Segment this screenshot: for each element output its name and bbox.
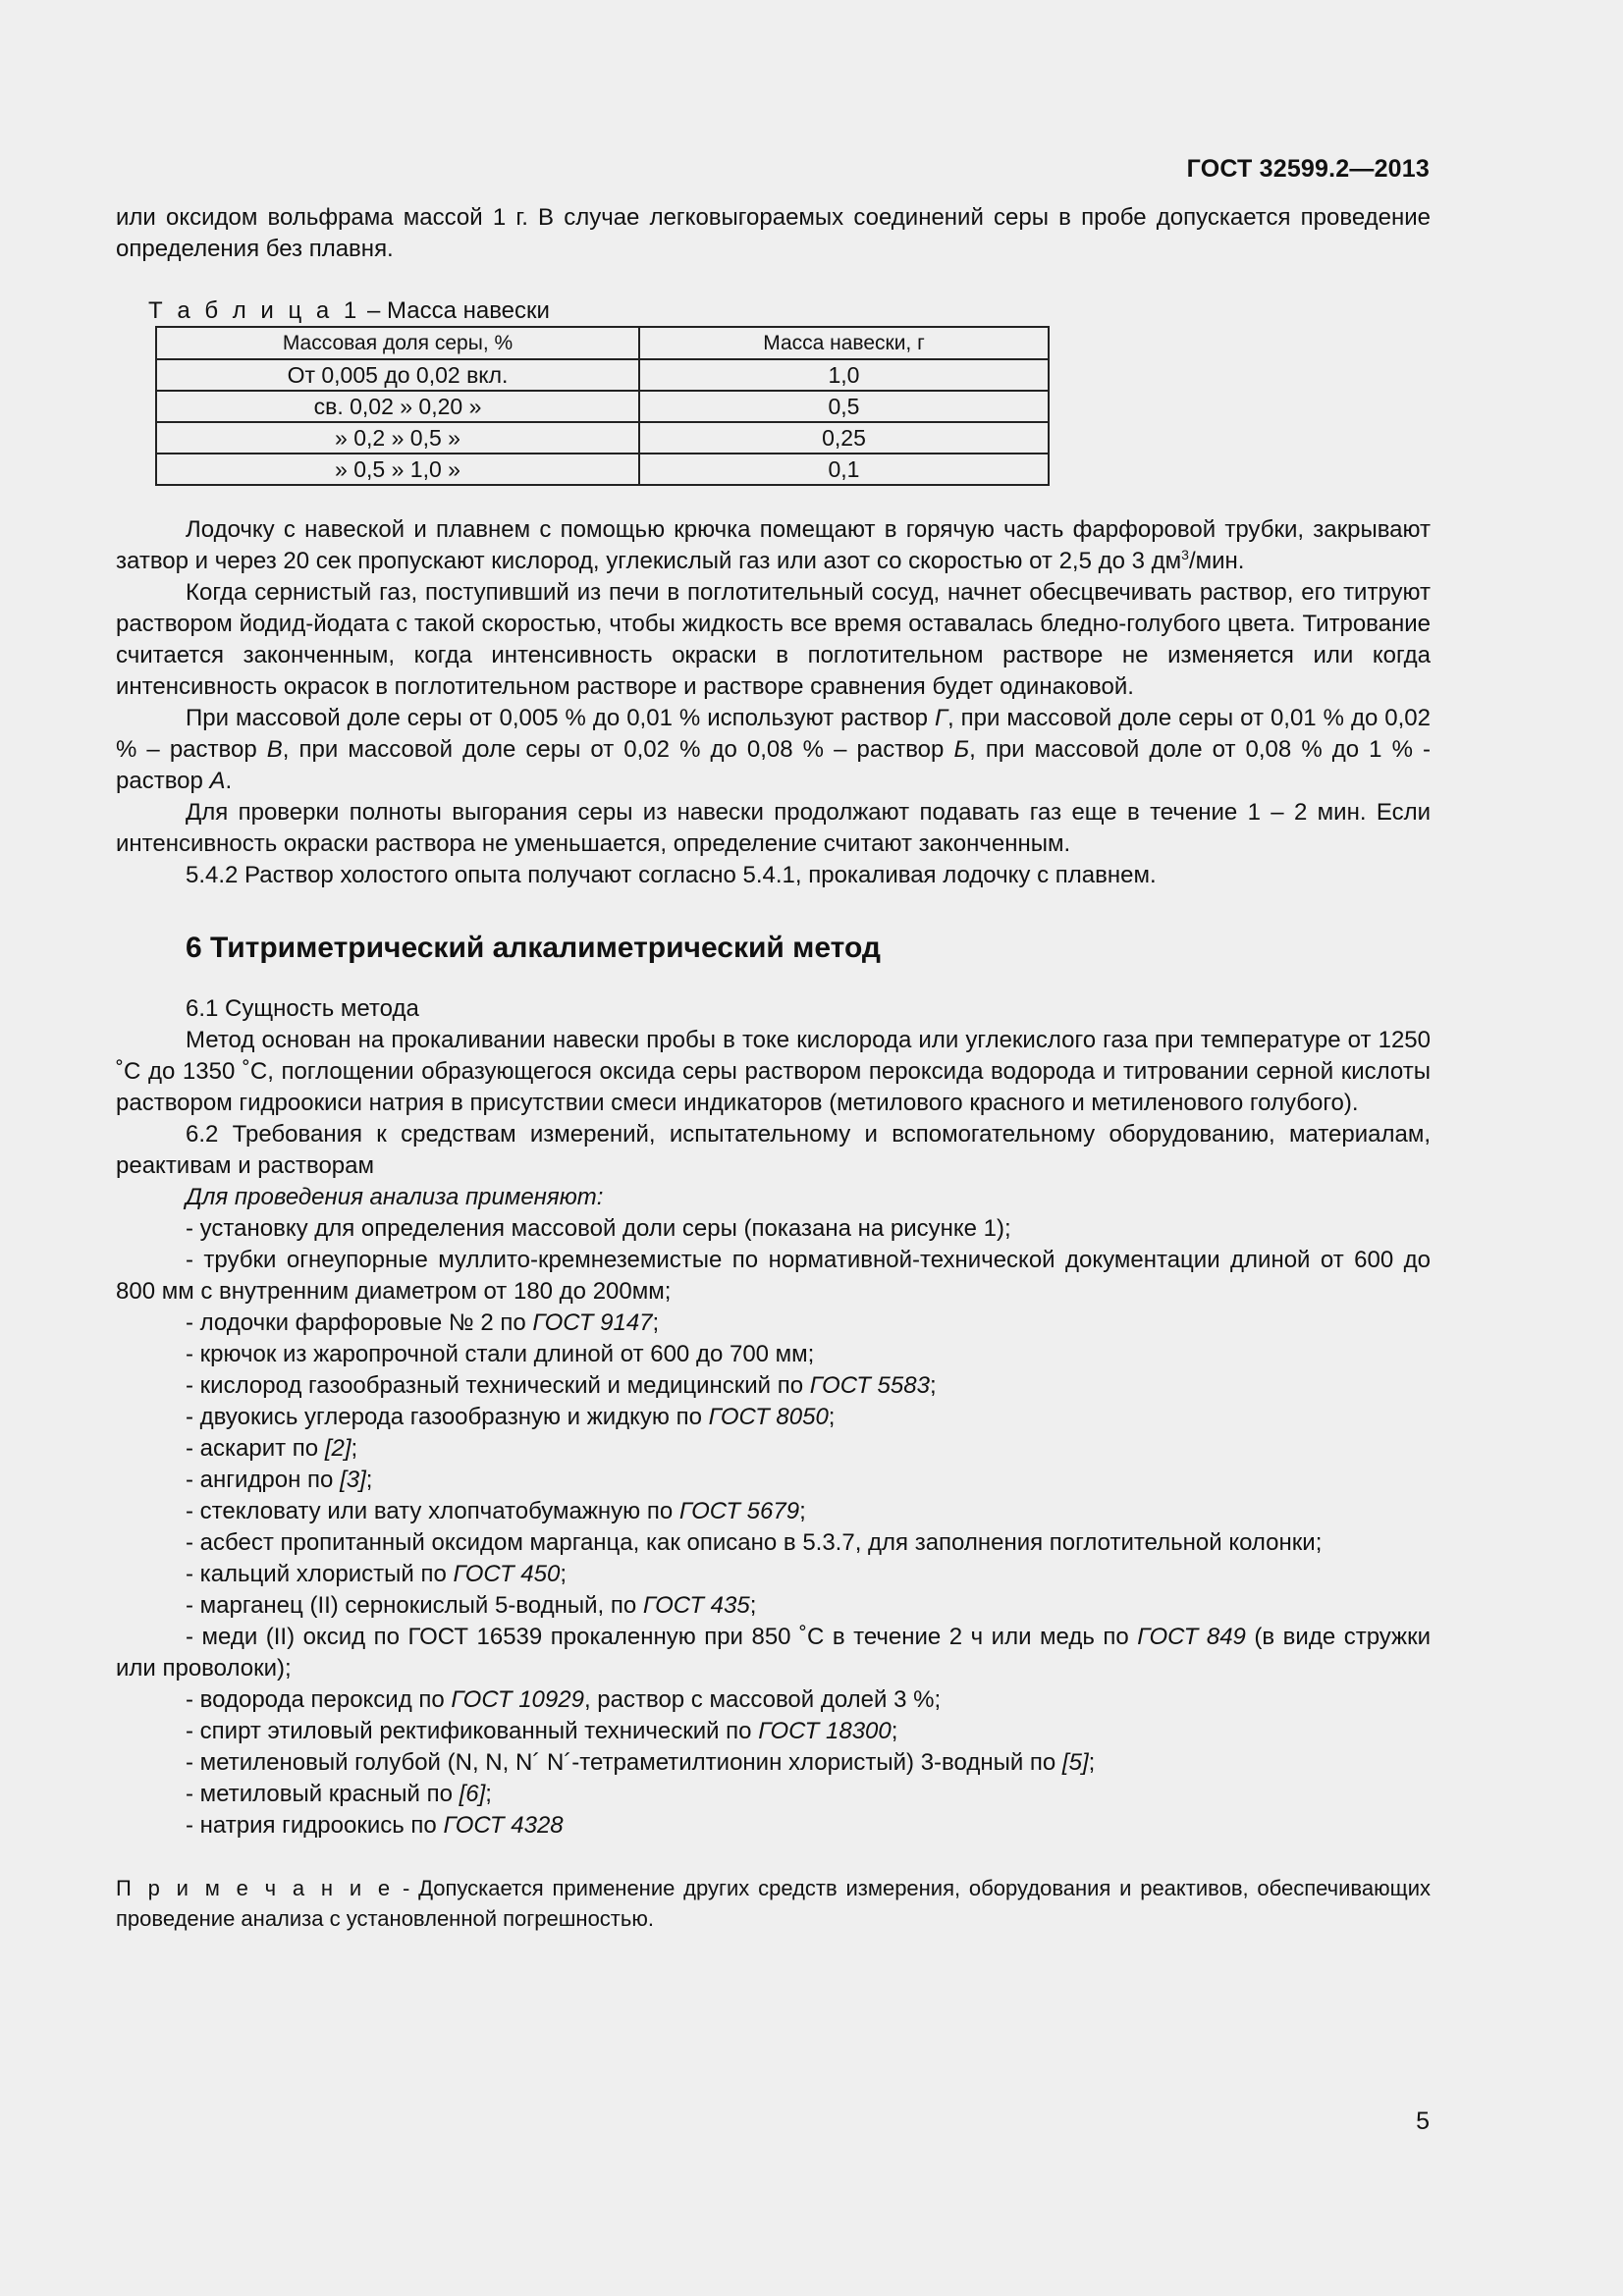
page-content <box>116 202 1431 1934</box>
text-run: При массовой доле серы от 0,005 % до 0,01 % используют раствор <box>186 705 935 731</box>
list-item <box>116 1622 1431 1684</box>
list-item <box>116 1402 1431 1433</box>
list-item <box>116 1527 1431 1559</box>
boat-text: Лодочку с навеской и плавнем с помощью крючка помещают в горячую часть фарфоровой трубки, закрывают затвор и через 20 сек пропускают кислород, углекислый газ или азот со скоростью от 2,5 до 3 дм <box>116 516 1431 574</box>
page-number: 5 <box>1416 2108 1430 2135</box>
list-item-text: - ангидрон по <box>186 1467 341 1493</box>
list-item-text: - спирт этиловый ректификованный технический по <box>186 1718 759 1744</box>
standard-reference: [2] <box>324 1435 352 1462</box>
italic-intro: Для проведения анализа применяют: <box>186 1184 604 1210</box>
text-run: , при массовой доле серы от 0,02 % до 0,08 % – раствор <box>282 736 954 763</box>
table-cell: От 0,005 до 0,02 вкл. <box>156 359 639 391</box>
table-header-cell: Массовая доля серы, % <box>156 327 639 359</box>
list-item-tail: , раствор с массовой долей 3 %; <box>583 1686 942 1713</box>
list-item-text: - водорода пероксид по <box>186 1686 452 1713</box>
superscript: 3 <box>1181 547 1189 562</box>
list-item-text: - кислород газообразный технический и медицинский по <box>186 1372 810 1399</box>
table-row <box>156 391 1049 422</box>
list-item-text: - лодочки фарфоровые № 2 по <box>186 1309 533 1336</box>
requirements-heading: 6.2 Требования к средствам измерений, испытательному и вспомогательному оборудованию, материалам, реактивам и растворам <box>116 1121 1431 1179</box>
solution-letter: В <box>266 736 283 763</box>
intro-paragraph: или оксидом вольфрама массой 1 г. В случае легковыгораемых соединений серы в пробе допускается проведение определения без плавня. <box>116 204 1431 262</box>
list-item-text: - стекловату или вату хлопчатобумажную по <box>186 1498 679 1524</box>
list-item <box>116 1370 1431 1402</box>
standard-reference: [3] <box>340 1467 366 1493</box>
table-header-cell: Масса навески, г <box>639 327 1049 359</box>
solution-letter: А <box>209 768 226 794</box>
table-row <box>156 422 1049 454</box>
standard-reference: ГОСТ 10929 <box>451 1686 584 1713</box>
list-item-tail: ; <box>929 1372 937 1399</box>
list-item-text: - метиленовый голубой (N, N, N´ N´-тетраметилтионин хлористый) 3-водный по <box>186 1749 1062 1776</box>
list-item-text: - двуокись углерода газообразную и жидкую по <box>186 1404 709 1430</box>
list-item-text: - кальций хлористый по <box>186 1561 454 1587</box>
standard-reference: ГОСТ 18300 <box>758 1718 892 1744</box>
note-label: П р и м е ч а н и е <box>116 1876 395 1900</box>
requirements-intro <box>116 1182 1431 1213</box>
standard-reference: ГОСТ 8050 <box>708 1404 829 1430</box>
standard-reference: [5] <box>1061 1749 1089 1776</box>
list-item-text: - метиловый красный по <box>186 1781 460 1807</box>
list-item-tail: ; <box>749 1592 757 1619</box>
list-item-tail: (в виде стружки или проволоки); <box>116 1624 1432 1682</box>
list-item <box>116 1590 1431 1622</box>
list-item-tail: ; <box>828 1404 836 1430</box>
standard-reference: ГОСТ 4328 <box>443 1812 564 1839</box>
document-header: ГОСТ 32599.2—2013 <box>1186 155 1430 183</box>
list-item <box>116 1559 1431 1590</box>
list-item <box>116 1465 1431 1496</box>
note-paragraph <box>116 1873 1431 1934</box>
table-caption-title: – Масса навески <box>360 297 550 324</box>
table-header-row <box>156 327 1049 359</box>
completeness-paragraph: Для проверки полноты выгорания серы из навески продолжают подавать газ еще в течение 1 – 2 мин. Если интенсивность окраски раствора не уменьшается, определение считают законченным. <box>116 799 1431 857</box>
list-item <box>116 1684 1431 1716</box>
solution-choice-paragraph <box>116 703 1431 797</box>
boat-paragraph <box>116 514 1431 577</box>
table-row <box>156 359 1049 391</box>
blank-solution-paragraph: 5.4.2 Раствор холостого опыта получают согласно 5.4.1, прокаливая лодочку с плавнем. <box>186 862 1157 888</box>
list-item-text: - крючок из жаропрочной стали длиной от 600 до 700 мм; <box>186 1341 815 1367</box>
boat-unit: /мин. <box>1188 548 1245 574</box>
text-run: , при массовой доле серы от 0,01 % до 0,02 % – раствор <box>116 705 1431 763</box>
standard-reference: ГОСТ 5679 <box>678 1498 800 1524</box>
standard-reference: [6] <box>459 1781 486 1807</box>
list-item-text: - натрия гидроокись по <box>186 1812 444 1839</box>
list-item-text: - аскарит по <box>186 1435 325 1462</box>
list-item-text: - установку для определения массовой доли серы (показана на рисунке 1); <box>186 1215 1011 1242</box>
list-item-tail: ; <box>799 1498 806 1524</box>
sample-mass-table <box>155 326 1050 486</box>
note-text: - Допускается применение других средств измерения, оборудования и реактивов, обеспечивающих проведение анализа с установленной погрешностью. <box>116 1876 1431 1931</box>
standard-reference: ГОСТ 5583 <box>809 1372 930 1399</box>
table-cell: » 0,2 » 0,5 » <box>156 422 639 454</box>
equipment-list <box>116 1213 1431 1842</box>
standard-reference: ГОСТ 849 <box>1137 1624 1246 1650</box>
list-item-tail: ; <box>365 1467 373 1493</box>
list-item <box>116 1339 1431 1370</box>
table-cell: 0,25 <box>639 422 1049 454</box>
list-item-text: - марганец (II) сернокислый 5-водный, по <box>186 1592 643 1619</box>
list-item <box>116 1747 1431 1779</box>
table-row <box>156 454 1049 485</box>
list-item-tail: ; <box>485 1781 492 1807</box>
method-paragraph: Метод основан на прокаливании навески пробы в токе кислорода или углекислого газа при температуре от 1250 ˚С до 1350 ˚С, поглощении образующегося оксида серы раствором пероксида водорода и титровании серной кислоты раствором гидроокиси натрия в присутствии смеси индикаторов (метилового красного и метиленового голубого). <box>116 1027 1431 1116</box>
standard-reference: ГОСТ 450 <box>453 1561 561 1587</box>
titration-paragraph: Когда сернистый газ, поступивший из печи в поглотительный сосуд, начнет обесцвечивать раствор, его титруют раствором йодид-йодата с такой скоростью, чтобы жидкость все время оставалась бледно-голубого цвета. Титрование считается законченным, когда интенсивность окраски в поглотительном растворе не изменяется или когда интенсивность окрасок в поглотительном растворе и растворе сравнения будет одинаковой. <box>116 579 1431 700</box>
solution-letter: Б <box>953 736 970 763</box>
list-item-tail: ; <box>560 1561 567 1587</box>
list-item <box>116 1779 1431 1810</box>
table-cell: 0,5 <box>639 391 1049 422</box>
list-item-tail: ; <box>1088 1749 1096 1776</box>
table-cell: св. 0,02 » 0,20 » <box>156 391 639 422</box>
table-cell: 1,0 <box>639 359 1049 391</box>
standard-reference: ГОСТ 9147 <box>532 1309 653 1336</box>
list-item-tail: ; <box>652 1309 660 1336</box>
list-item-text: - трубки огнеупорные муллито-кремнеземистые по нормативной-технической документации длиной от 600 до 800 мм с внутренним диаметром от 180 до 200мм; <box>116 1247 1431 1305</box>
section-heading: 6 Титриметрический алкалиметрический метод <box>186 932 881 964</box>
list-item-tail: ; <box>351 1435 358 1462</box>
list-item <box>116 1496 1431 1527</box>
list-item <box>116 1308 1431 1339</box>
table-caption <box>116 296 1431 326</box>
solution-letter: Г <box>934 705 948 731</box>
list-item <box>116 1716 1431 1747</box>
list-item-text: - меди (II) оксид по ГОСТ 16539 прокаленную при 850 ˚С в течение 2 ч или медь по <box>186 1624 1138 1650</box>
subsection-title: 6.1 Сущность метода <box>186 995 419 1022</box>
list-item <box>116 1433 1431 1465</box>
standard-reference: ГОСТ 435 <box>642 1592 750 1619</box>
table-caption-label: Т а б л и ц а 1 <box>148 297 361 324</box>
list-item-tail: ; <box>891 1718 898 1744</box>
list-item <box>116 1245 1431 1308</box>
list-item <box>116 1810 1431 1842</box>
table-cell: » 0,5 » 1,0 » <box>156 454 639 485</box>
text-run: , при массовой доле от 0,08 % до 1 % - раствор <box>116 736 1431 794</box>
table-cell: 0,1 <box>639 454 1049 485</box>
text-run: . <box>225 768 233 794</box>
list-item <box>116 1213 1431 1245</box>
list-item-text: - асбест пропитанный оксидом марганца, как описано в 5.3.7, для заполнения поглотительной колонки; <box>186 1529 1323 1556</box>
